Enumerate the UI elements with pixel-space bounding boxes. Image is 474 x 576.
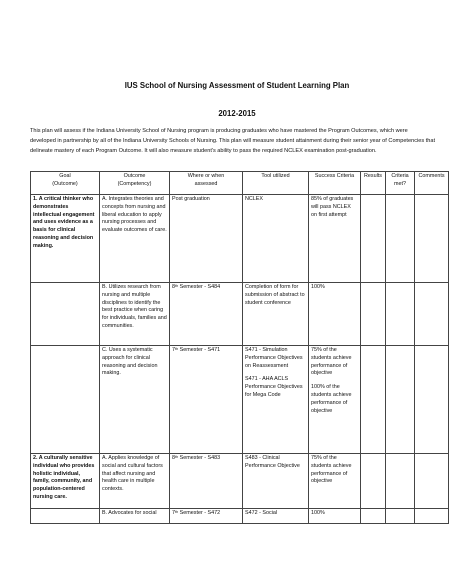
- header-tool: Tool utilized: [243, 172, 309, 195]
- results-cell: [361, 454, 386, 509]
- criteria-cell: 85% of graduates will pass NCLEX on first attempt: [309, 195, 361, 283]
- header-criteria: Success Criteria: [309, 172, 361, 195]
- header-comments: Comments: [415, 172, 449, 195]
- table-row: [31, 283, 449, 346]
- goal-cell: 2. A culturally sensitive individual who provides holistic individual, family, community, and population-centered nursing care.: [31, 454, 100, 509]
- comments-cell: [415, 509, 449, 524]
- comments-cell: [415, 346, 449, 454]
- goal-cell: [31, 283, 100, 346]
- intro-line: delineate mastery of each Program Outcome. It will also measure student's ability to pass the required NCLEX examination post-graduation.: [30, 148, 377, 154]
- results-cell: [361, 346, 386, 454]
- intro-paragraph: [30, 126, 448, 156]
- table-row: [31, 509, 449, 524]
- results-cell: [361, 509, 386, 524]
- table-row: [31, 454, 449, 509]
- tool-cell: Completion of form for submission of abstract to student conference: [243, 283, 309, 346]
- where-cell: 8th Semester - S484: [170, 283, 243, 346]
- goal-cell: 1. A critical thinker who demonstrates intellectual engagement and uses evidence as a basis for clinical reasoning and decision making.: [31, 195, 100, 283]
- header-results: Results: [361, 172, 386, 195]
- header-where: Where or when assessed: [170, 172, 243, 195]
- where-cell: 8th Semester - S483: [170, 454, 243, 509]
- header-criteria-met: Criteria met?: [386, 172, 415, 195]
- criteria-met-cell: [386, 283, 415, 346]
- comments-cell: [415, 283, 449, 346]
- intro-line: developed in partnership by all of the Indiana University Schools of Nursing. This plan will measure student attainment during their senior year of Competencies that: [30, 138, 436, 144]
- competency-cell: A. Integrates theories and concepts from nursing and liberal education to apply nursing processes and evaluate outcomes of care.: [100, 195, 170, 283]
- criteria-cell: 75% of the students achieve performance of objective: [309, 454, 361, 509]
- intro-line: This plan will assess if the Indiana University School of Nursing program is producing graduates who have mastered the Program Outcomes, which were: [30, 128, 408, 134]
- criteria-cell: 100%: [309, 283, 361, 346]
- competency-cell: B. Utilizes research from nursing and multiple disciplines to identify the best practice when caring for individuals, families and communities.: [100, 283, 170, 346]
- results-cell: [361, 283, 386, 346]
- results-cell: [361, 195, 386, 283]
- competency-cell: B. Advocates for social: [100, 509, 170, 524]
- criteria-met-cell: [386, 346, 415, 454]
- where-cell: 7th Semester - S471: [170, 346, 243, 454]
- header-goal: Goal (Outcome): [31, 172, 100, 195]
- criteria-cell: 100%: [309, 509, 361, 524]
- goal-cell: [31, 509, 100, 524]
- document-title: IUS School of Nursing Assessment of Student Learning Plan: [124, 81, 350, 90]
- table-row: [31, 346, 449, 454]
- where-cell: 7th Semester - S472: [170, 509, 243, 524]
- table-row: [31, 195, 449, 283]
- tool-cell: S472 - Social: [243, 509, 309, 524]
- assessment-table: [30, 171, 449, 524]
- comments-cell: [415, 454, 449, 509]
- competency-cell: A. Applies knowledge of social and cultural factors that affect nursing and health care in multiple contexts.: [100, 454, 170, 509]
- where-cell: Post graduation: [170, 195, 243, 283]
- criteria-met-cell: [386, 195, 415, 283]
- criteria-cell: 75% of the students achieve performance of objective 100% of the students achieve performance of objective: [309, 346, 361, 454]
- goal-cell: [31, 346, 100, 454]
- document-years: 2012-2015: [218, 109, 256, 118]
- criteria-met-cell: [386, 509, 415, 524]
- tool-cell: NCLEX: [243, 195, 309, 283]
- criteria-met-cell: [386, 454, 415, 509]
- competency-cell: C. Uses a systematic approach for clinical reasoning and decision making.: [100, 346, 170, 454]
- header-row: [31, 172, 449, 195]
- comments-cell: [415, 195, 449, 283]
- tool-cell: S483 - Clinical Performance Objective: [243, 454, 309, 509]
- tool-cell: S471 - Simulation Performance Objectives on Reassessment S471 - AHA ACLS Performance Objectives for Mega Code: [243, 346, 309, 454]
- header-competency: Outcome (Competency): [100, 172, 170, 195]
